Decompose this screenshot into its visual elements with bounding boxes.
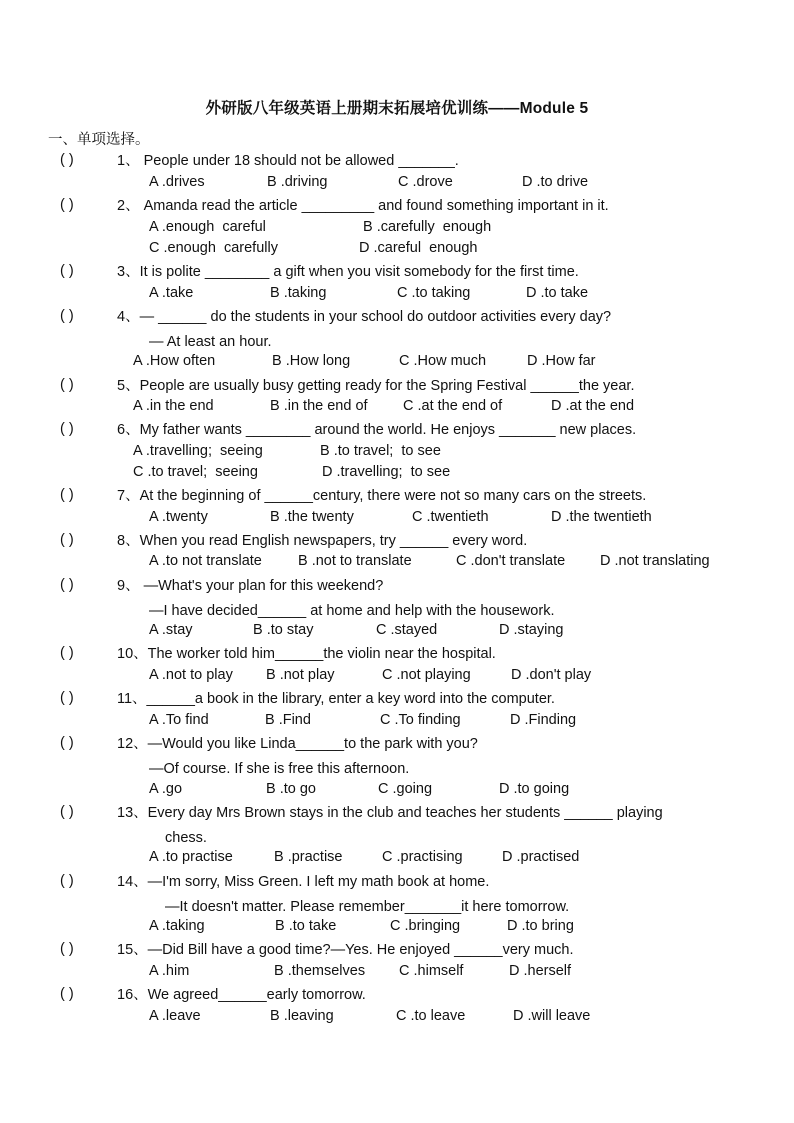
- answer-blank[interactable]: ( ): [60, 532, 74, 548]
- section-heading: 一、单项选择。: [48, 132, 150, 148]
- answer-option[interactable]: D .will leave: [513, 1008, 591, 1024]
- answer-option[interactable]: C .himself: [399, 963, 464, 979]
- answer-option[interactable]: C .to taking: [397, 285, 471, 301]
- question-text: 7、At the beginning of ______century, there were not so many cars on the streets.: [117, 488, 647, 504]
- answer-blank[interactable]: ( ): [60, 873, 74, 889]
- question-text: 8、When you read English newspapers, try ______ every word.: [117, 533, 528, 549]
- answer-option[interactable]: C .to travel; seeing: [133, 464, 258, 480]
- answer-blank[interactable]: ( ): [60, 941, 74, 957]
- answer-option[interactable]: D .careful enough: [359, 240, 478, 256]
- answer-option[interactable]: D .to going: [499, 781, 570, 797]
- answer-option[interactable]: D .Finding: [510, 712, 577, 728]
- answer-blank[interactable]: ( ): [60, 308, 74, 324]
- answer-blank[interactable]: ( ): [60, 152, 74, 168]
- question-text: 10、The worker told him______the violin near the hospital.: [117, 646, 496, 662]
- answer-option[interactable]: D .not translating: [600, 553, 710, 569]
- answer-blank[interactable]: ( ): [60, 690, 74, 706]
- answer-option[interactable]: B .in the end of: [270, 398, 368, 414]
- answer-option[interactable]: B .not to translate: [298, 553, 412, 569]
- question-text: 14、—I'm sorry, Miss Green. I left my math book at home.: [117, 874, 490, 890]
- question-text: 4、— ______ do the students in your school do outdoor activities every day?: [117, 309, 612, 325]
- answer-option[interactable]: C .How much: [399, 353, 487, 369]
- answer-option[interactable]: A .taking: [149, 918, 205, 934]
- answer-option[interactable]: B .to go: [266, 781, 316, 797]
- question-text: 5、People are usually busy getting ready for the Spring Festival ______the year.: [117, 378, 635, 394]
- answer-blank[interactable]: ( ): [60, 645, 74, 661]
- answer-option[interactable]: D .to drive: [522, 174, 589, 190]
- answer-blank[interactable]: ( ): [60, 735, 74, 751]
- answer-option[interactable]: B .How long: [272, 353, 351, 369]
- answer-option[interactable]: B .to take: [275, 918, 337, 934]
- answer-option[interactable]: A .not to play: [149, 667, 233, 683]
- question-dialogue-line: —It doesn't matter. Please remember_______it here tomorrow.: [165, 899, 570, 915]
- question-dialogue-line: —I have decided______ at home and help with the housework.: [149, 603, 555, 619]
- answer-option[interactable]: A .stay: [149, 622, 193, 638]
- answer-option[interactable]: D .to take: [526, 285, 589, 301]
- answer-option[interactable]: A .drives: [149, 174, 205, 190]
- question-text: 11、______a book in the library, enter a key word into the computer.: [117, 691, 555, 707]
- answer-option[interactable]: B .to travel; to see: [320, 443, 441, 459]
- answer-blank[interactable]: ( ): [60, 577, 74, 593]
- answer-option[interactable]: C .twentieth: [412, 509, 489, 525]
- answer-blank[interactable]: ( ): [60, 986, 74, 1002]
- answer-option[interactable]: D .at the end: [551, 398, 635, 414]
- question-text: 3、It is polite ________ a gift when you visit somebody for the first time.: [117, 264, 579, 280]
- answer-option[interactable]: C .not playing: [382, 667, 471, 683]
- question-text: 15、—Did Bill have a good time?—Yes. He enjoyed ______very much.: [117, 942, 574, 958]
- answer-option[interactable]: B .themselves: [274, 963, 366, 979]
- question-text: 1、 People under 18 should not be allowed _______.: [117, 153, 459, 169]
- answer-option[interactable]: C .enough carefully: [149, 240, 278, 256]
- answer-option[interactable]: A .go: [149, 781, 183, 797]
- question-dialogue-line: —Of course. If she is free this afternoon.: [149, 761, 410, 777]
- answer-option[interactable]: A .travelling; seeing: [133, 443, 263, 459]
- answer-option[interactable]: B .not play: [266, 667, 335, 683]
- answer-option[interactable]: C .to leave: [396, 1008, 466, 1024]
- question-text: 12、—Would you like Linda______to the park with you?: [117, 736, 478, 752]
- answer-option[interactable]: A .To find: [149, 712, 209, 728]
- answer-option[interactable]: A .to practise: [149, 849, 233, 865]
- answer-option[interactable]: C .drove: [398, 174, 453, 190]
- answer-option[interactable]: D .the twentieth: [551, 509, 652, 525]
- answer-option[interactable]: B .driving: [267, 174, 328, 190]
- answer-blank[interactable]: ( ): [60, 197, 74, 213]
- answer-option[interactable]: D .How far: [527, 353, 596, 369]
- answer-option[interactable]: A .leave: [149, 1008, 201, 1024]
- answer-option[interactable]: B .taking: [270, 285, 327, 301]
- answer-option[interactable]: C .practising: [382, 849, 463, 865]
- answer-option[interactable]: A .take: [149, 285, 194, 301]
- answer-option[interactable]: C .bringing: [390, 918, 461, 934]
- answer-option[interactable]: C .don't translate: [456, 553, 566, 569]
- answer-option[interactable]: A .How often: [133, 353, 216, 369]
- page-title: 外研版八年级英语上册期末拓展培优训练——Module 5: [205, 100, 589, 117]
- answer-option[interactable]: C .stayed: [376, 622, 438, 638]
- answer-option[interactable]: D .travelling; to see: [322, 464, 451, 480]
- answer-blank[interactable]: ( ): [60, 487, 74, 503]
- answer-option[interactable]: A .enough careful: [149, 219, 266, 235]
- answer-blank[interactable]: ( ): [60, 804, 74, 820]
- answer-option[interactable]: D .herself: [509, 963, 572, 979]
- question-text: 2、 Amanda read the article _________ and found something important in it.: [117, 198, 609, 214]
- question-text: 16、We agreed______early tomorrow.: [117, 987, 366, 1003]
- answer-option[interactable]: B .practise: [274, 849, 343, 865]
- answer-option[interactable]: B .carefully enough: [363, 219, 492, 235]
- answer-option[interactable]: C .going: [378, 781, 433, 797]
- answer-blank[interactable]: ( ): [60, 377, 74, 393]
- answer-option[interactable]: A .him: [149, 963, 190, 979]
- answer-blank[interactable]: ( ): [60, 421, 74, 437]
- answer-option[interactable]: D .don't play: [511, 667, 592, 683]
- answer-option[interactable]: A .in the end: [133, 398, 214, 414]
- question-text: 13、Every day Mrs Brown stays in the club and teaches her students ______ playing: [117, 805, 663, 821]
- answer-option[interactable]: C .To finding: [380, 712, 461, 728]
- answer-option[interactable]: B .Find: [265, 712, 311, 728]
- answer-option[interactable]: C .at the end of: [403, 398, 503, 414]
- answer-option[interactable]: A .twenty: [149, 509, 208, 525]
- answer-option[interactable]: D .to bring: [507, 918, 574, 934]
- answer-blank[interactable]: ( ): [60, 263, 74, 279]
- answer-option[interactable]: A .to not translate: [149, 553, 262, 569]
- question-text: 9、 —What's your plan for this weekend?: [117, 578, 384, 594]
- question-dialogue-line: chess.: [165, 830, 207, 846]
- question-text: 6、My father wants ________ around the world. He enjoys _______ new places.: [117, 422, 637, 438]
- answer-option[interactable]: D .practised: [502, 849, 580, 865]
- answer-option[interactable]: B .the twenty: [270, 509, 354, 525]
- answer-option[interactable]: B .leaving: [270, 1008, 334, 1024]
- question-dialogue-line: — At least an hour.: [149, 334, 272, 350]
- answer-option[interactable]: D .staying: [499, 622, 564, 638]
- answer-option[interactable]: B .to stay: [253, 622, 314, 638]
